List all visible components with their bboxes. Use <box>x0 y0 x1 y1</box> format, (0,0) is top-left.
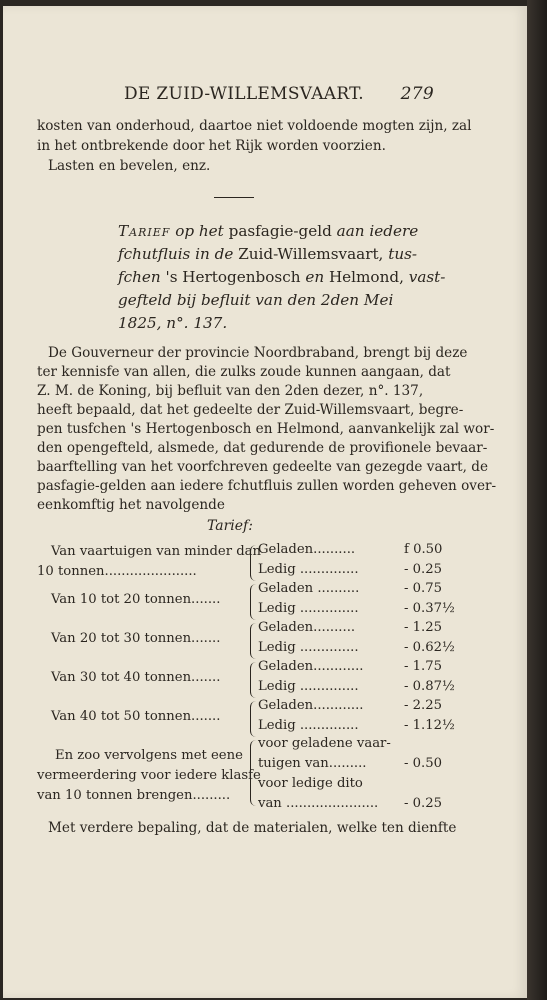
tariff-row-5-left: Van 40 tot 50 tonnen....... <box>51 709 221 724</box>
rate-value: - 1.12½ <box>404 718 455 733</box>
rate-geladen <box>258 620 443 635</box>
intro-line-2: in het ontbrekende door het Rijk worden voorzien. <box>37 138 386 154</box>
heading-text: op het <box>170 222 229 240</box>
rate-label: Ledig .............. <box>258 640 359 655</box>
tarief-heading-line-1 <box>118 222 418 240</box>
rate-label: Ledig .............. <box>258 679 359 694</box>
rate-label: Geladen .......... <box>258 581 360 596</box>
rate-value: - 0.50 <box>404 756 443 771</box>
rate-value: - 1.25 <box>404 620 443 635</box>
rate-ledig <box>258 562 443 577</box>
page-number: 279 <box>400 84 434 104</box>
rate-label: Geladen............ <box>258 698 364 713</box>
brace <box>250 662 257 698</box>
brace <box>250 545 257 581</box>
tariff-row-3-left: Van 20 tot 30 tonnen....... <box>51 631 221 646</box>
rate-value: - 1.75 <box>404 659 443 674</box>
heading-text: fchutfluis in de <box>118 245 239 263</box>
heading-text: en <box>300 268 329 286</box>
tariff-row-2-left: Van 10 tot 20 tonnen....... <box>51 592 221 607</box>
rate-value: - 0.87½ <box>404 679 455 694</box>
tariff-row-4-left: Van 30 tot 40 tonnen....... <box>51 670 221 685</box>
rate-value: f 0.50 <box>404 542 443 557</box>
brace <box>250 740 257 806</box>
heading-text: vast- <box>403 268 446 286</box>
rate-geladen <box>258 659 443 674</box>
rate-value: - 0.37½ <box>404 601 455 616</box>
rate-label: Geladen............ <box>258 659 364 674</box>
final-row-right-3: voor ledige dito <box>258 776 363 791</box>
rate-label: Ledig .............. <box>258 562 359 577</box>
body-line-3: Z. M. de Koning, bij befluit van den 2den dezer, n°. 137, <box>37 383 424 399</box>
body-line-5: pen tusfchen 's Hertogenbosch en Helmond, aanvankelijk zal wor- <box>37 421 495 437</box>
body-line-9: eenkomftig het navolgende <box>37 497 225 513</box>
heading-text: fchen <box>118 268 166 286</box>
rate-geladen <box>258 698 443 713</box>
intro-line-3: Lasten en bevelen, enz. <box>48 158 211 174</box>
rate-ledig <box>258 601 455 616</box>
rate-ledig <box>258 640 455 655</box>
body-line-1: De Gouverneur der provincie Noordbraband, brengt bij deze <box>48 345 468 361</box>
rate-label: Ledig .............. <box>258 718 359 733</box>
tarief-heading-line-5: 1825, n°. 137. <box>118 314 228 332</box>
heading-text: aan iedere <box>331 222 419 240</box>
section-divider <box>214 197 254 198</box>
running-title: DE ZUID-WILLEMSVAART. <box>124 84 365 104</box>
final-row-right-2 <box>258 756 443 771</box>
tarief-heading-line-2 <box>118 245 417 263</box>
body-line-8: pasfagie-gelden aan iedere fchutfluis zullen worden geheven over- <box>37 478 497 494</box>
rate-geladen <box>258 542 443 557</box>
heading-text: pasfagie-geld <box>228 222 332 240</box>
final-row-left-3: van 10 tonnen brengen......... <box>37 788 231 803</box>
final-row-right-4 <box>258 796 443 811</box>
rate-value: - 0.75 <box>404 581 443 596</box>
tariff-row-1-left-a: Van vaartuigen van minder dan <box>51 544 262 559</box>
body-line-7: baarftelling van het voorfchreven gedeelte van gezegde vaart, de <box>37 459 489 475</box>
heading-text: Zuid-Willemsvaart, <box>238 245 384 263</box>
final-row-left-2: vermeerdering voor iedere klasfe <box>37 768 261 783</box>
body-line-2: ter kennisfe van allen, die zulks zoude kunnen aangaan, dat <box>37 364 451 380</box>
body-line-4: heeft bepaald, dat het gedeelte der Zuid-Willemsvaart, begre- <box>37 402 464 418</box>
brace <box>250 584 257 620</box>
tarief-heading-line-3 <box>118 268 445 286</box>
last-line: Met verdere bepaling, dat de materialen, welke ten dienfte <box>48 820 457 836</box>
rate-label: Geladen.......... <box>258 620 356 635</box>
intro-line-1: kosten van onderhoud, daartoe niet voldoende mogten zijn, zal <box>37 118 472 134</box>
rate-value: - 0.25 <box>404 796 443 811</box>
rate-label: Geladen.......... <box>258 542 356 557</box>
rate-value: - 0.62½ <box>404 640 455 655</box>
tariff-row-1-left-b: 10 tonnen...................... <box>37 564 197 579</box>
rate-value: - 2.25 <box>404 698 443 713</box>
heading-text: tus- <box>383 245 418 263</box>
rate-value: - 0.25 <box>404 562 443 577</box>
brace <box>250 701 257 737</box>
body-line-6: den opengefteld, alsmede, dat gedurende de provifionele bevaar- <box>37 440 488 456</box>
tarief-heading-line-4: gefteld bij befluit van den 2den Mei <box>118 291 394 309</box>
heading-text: 's Hertogenbosch <box>165 268 301 286</box>
rate-ledig <box>258 718 455 733</box>
page-edge <box>527 0 547 1000</box>
tarief-lead: Tarief <box>118 222 171 240</box>
final-row-left-1: En zoo vervolgens met eene <box>55 748 243 763</box>
rate-label: van ...................... <box>258 796 379 811</box>
rate-label: tuigen van......... <box>258 756 367 771</box>
heading-text: Helmond, <box>328 268 404 286</box>
rate-ledig <box>258 679 455 694</box>
final-row-right-1: voor geladene vaar- <box>258 736 391 751</box>
rate-label: Ledig .............. <box>258 601 359 616</box>
brace <box>250 623 257 659</box>
tarief-subtitle: Tarief: <box>207 518 253 534</box>
rate-geladen <box>258 581 443 596</box>
